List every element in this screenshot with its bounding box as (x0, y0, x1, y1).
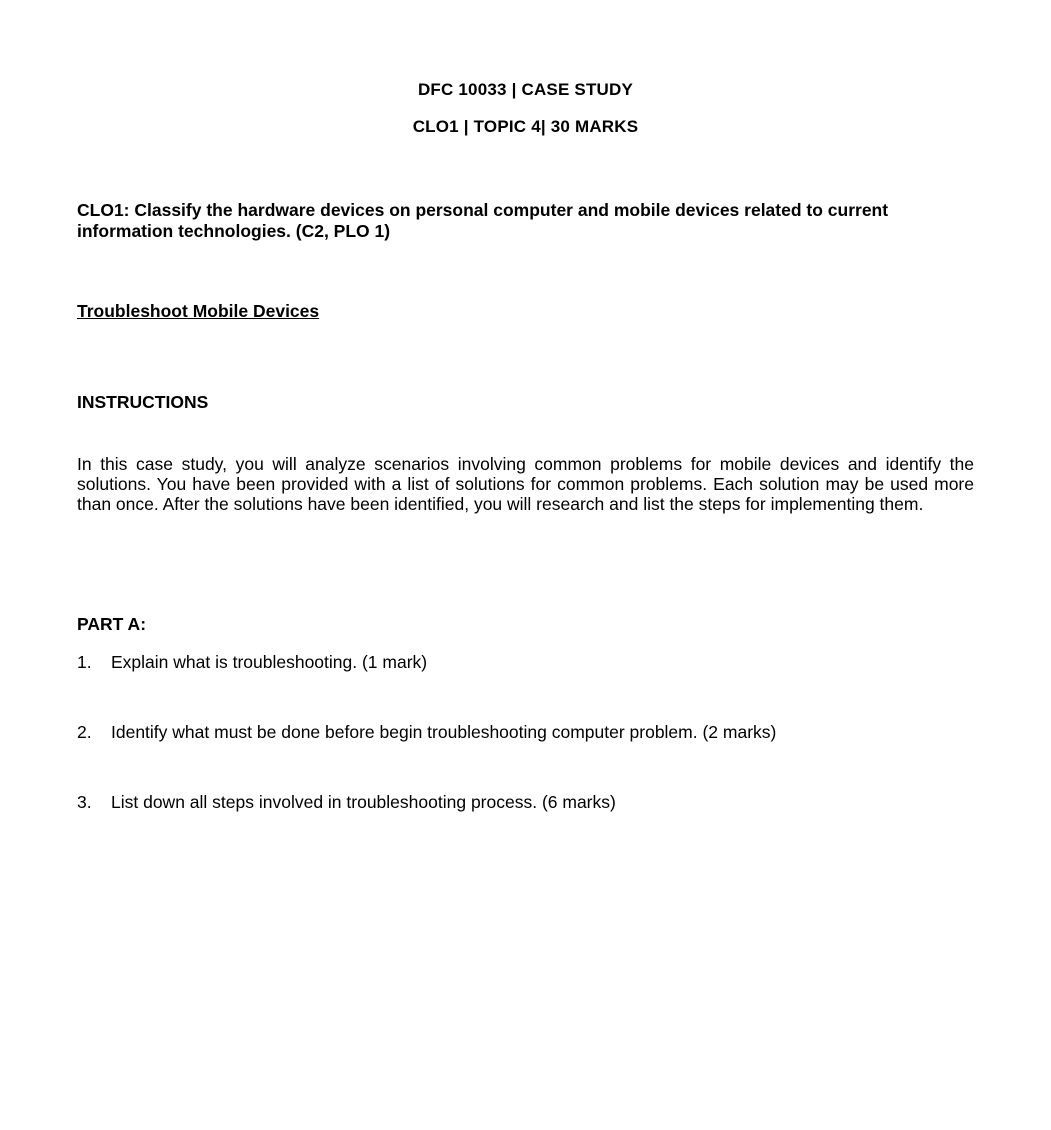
question-text: Identify what must be done before begin troubleshooting computer problem. (2 marks) (111, 722, 777, 742)
instructions-paragraph: In this case study, you will analyze scenarios involving common problems for mobile devices and identify the solutions. You have been provided with a list of solutions for common problems. Each solution may be used more than once. After the solutions have been identified, you will research and list the steps for implementing them. (77, 454, 974, 514)
question-number: 1. (77, 652, 92, 672)
question-text: List down all steps involved in troubleshooting process. (6 marks) (111, 792, 616, 812)
clo-statement: CLO1: Classify the hardware devices on personal computer and mobile devices related to current information technologies. (C2, PLO 1) (77, 200, 889, 241)
question-text: Explain what is troubleshooting. (1 mark) (111, 652, 428, 672)
course-code-heading: DFC 10033 | CASE STUDY (417, 80, 634, 99)
question-item (77, 792, 616, 813)
instructions-heading: INSTRUCTIONS (77, 392, 209, 412)
topic-title: Troubleshoot Mobile Devices (77, 301, 320, 321)
question-number: 2. (77, 722, 92, 742)
part-a-heading: PART A: (77, 614, 147, 634)
question-item (77, 652, 427, 673)
clo-topic-marks-heading: CLO1 | TOPIC 4| 30 MARKS (412, 117, 639, 136)
question-item (77, 722, 776, 743)
question-number: 3. (77, 792, 92, 812)
